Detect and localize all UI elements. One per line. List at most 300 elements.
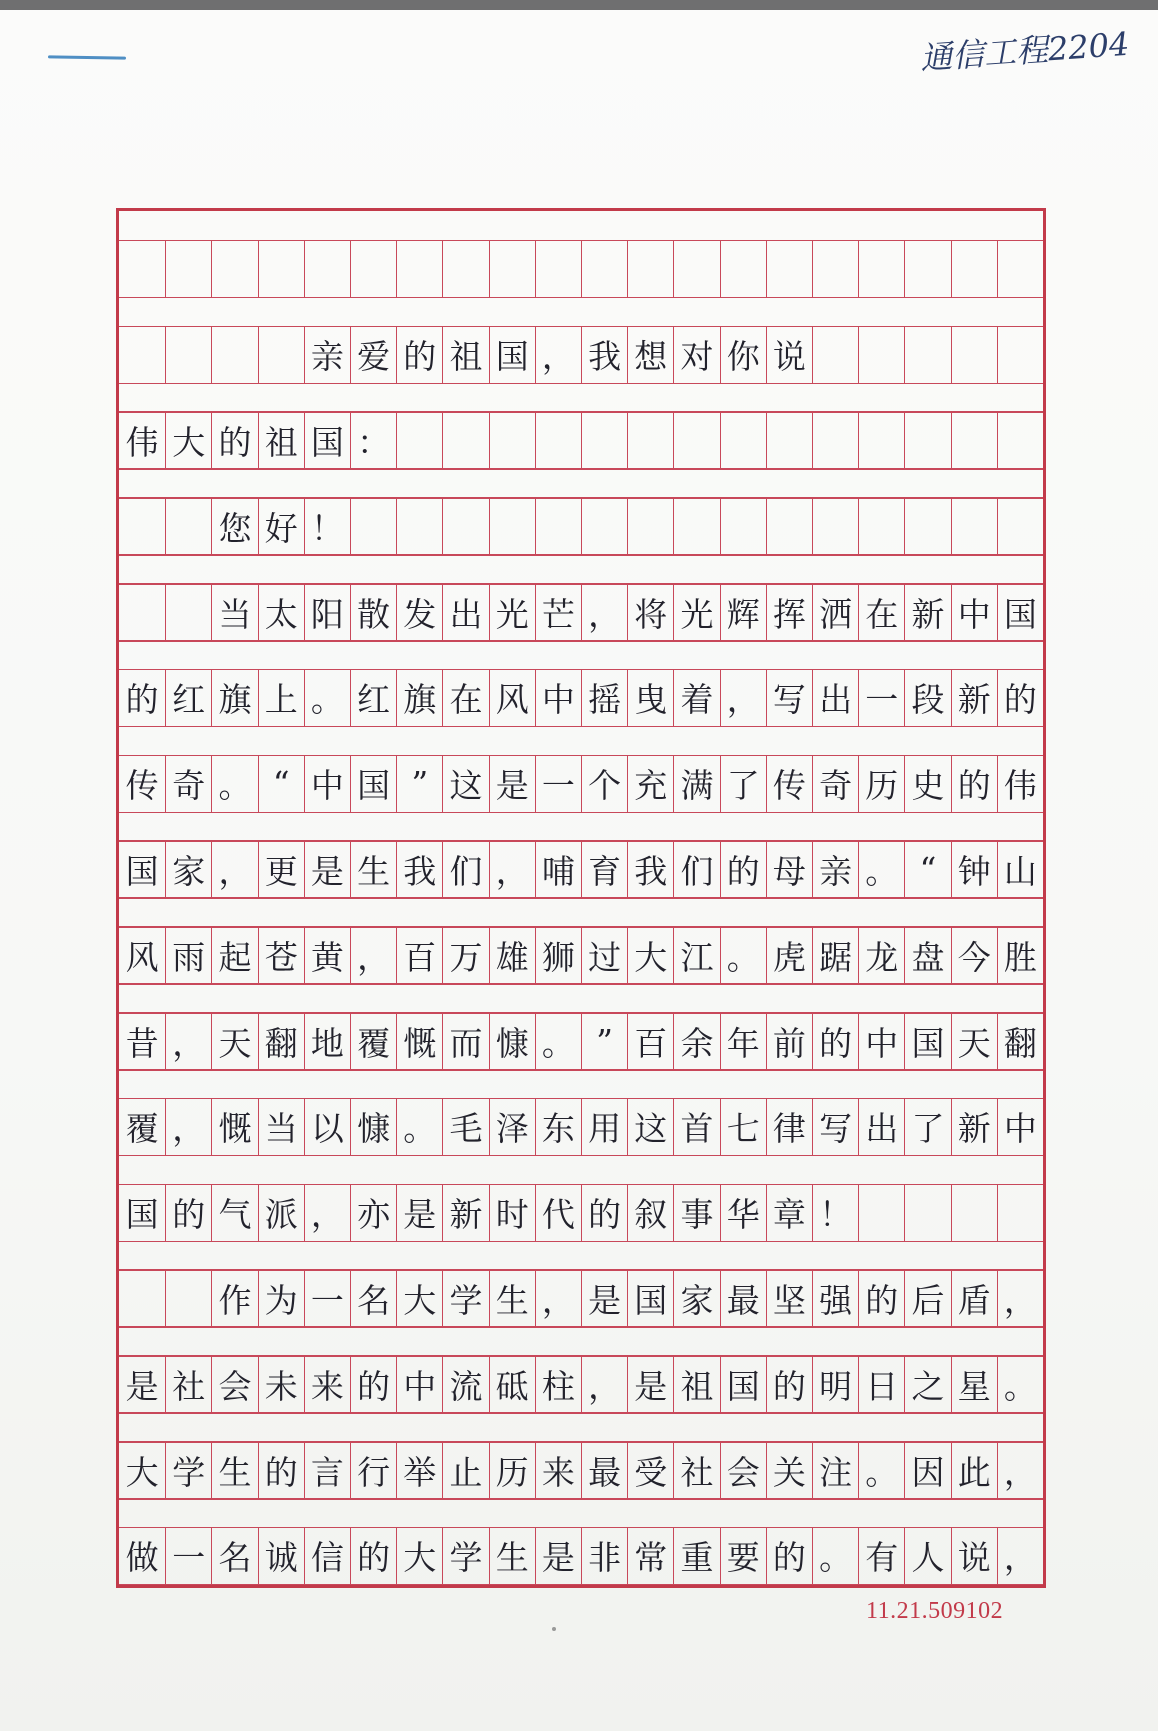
grid-cell: 学 (165, 1442, 211, 1498)
grid-cell: 后 (904, 1270, 950, 1326)
grid-cell: 盾 (951, 1270, 997, 1326)
grid-cell: 国 (489, 327, 535, 383)
grid-cell: 红 (350, 670, 396, 726)
grid-cell (997, 327, 1043, 383)
grid-line (119, 726, 1043, 728)
grid-cell: 作 (211, 1270, 257, 1326)
grid-cell (489, 498, 535, 554)
grid-cell: ， (581, 1356, 627, 1412)
grid-cell: 曳 (627, 670, 673, 726)
grid-cell: 国 (627, 1270, 673, 1326)
grid-cell (535, 498, 581, 554)
grid-cell: ， (720, 670, 766, 726)
grid-row (119, 841, 1043, 897)
grid-cell: 家 (165, 841, 211, 897)
grid-cell: 我 (581, 327, 627, 383)
grid-cell (489, 241, 535, 297)
grid-cell: 会 (211, 1356, 257, 1412)
grid-cell: 钟 (951, 841, 997, 897)
grid-cell: 历 (489, 1442, 535, 1498)
grid-cell: 覆 (125, 1109, 159, 1149)
grid-cell (766, 241, 812, 297)
grid-cell: 国 (997, 584, 1043, 640)
grid-cell (997, 498, 1043, 554)
grid-cell: 学 (442, 1270, 488, 1326)
grid-cell: 爱 (350, 327, 396, 383)
grid-cell: 地 (304, 1013, 350, 1069)
grid-cell: ， (535, 327, 581, 383)
composition-grid (116, 208, 1046, 1588)
grid-cell: ！ (812, 1185, 858, 1241)
grid-cell: 哺 (535, 841, 581, 897)
grid-cell: 慨 (396, 1013, 442, 1069)
grid-cell: 摇 (581, 670, 627, 726)
grid-cell: 踞 (812, 927, 858, 983)
grid-cell: 的 (812, 1013, 858, 1069)
grid-cell: 以 (304, 1099, 350, 1155)
grid-cell: 们 (673, 841, 719, 897)
grid-cell: 覆 (350, 1013, 396, 1069)
grid-line (119, 1155, 1043, 1157)
grid-cell: 祖 (442, 327, 488, 383)
grid-row (119, 1356, 1043, 1412)
grid-cell: 。 (997, 1356, 1043, 1412)
grid-cell: 社 (673, 1442, 719, 1498)
grid-cell: 流 (442, 1356, 488, 1412)
grid-cell: 生 (489, 1270, 535, 1326)
grid-cell: 了 (904, 1099, 950, 1155)
grid-cell (858, 1185, 904, 1241)
grid-cell (581, 498, 627, 554)
grid-line (119, 983, 1043, 985)
grid-cell: 时 (489, 1185, 535, 1241)
grid-cell: 这 (627, 1099, 673, 1155)
grid-cell: 星 (951, 1356, 997, 1412)
grid-cell: 大 (396, 1528, 442, 1584)
grid-line (119, 897, 1043, 899)
grid-cell (165, 241, 211, 297)
grid-cell (812, 412, 858, 468)
grid-cell: 派 (258, 1185, 304, 1241)
grid-cell: 。 (858, 1442, 904, 1498)
grid-cell: 毛 (442, 1099, 488, 1155)
grid-cell (858, 412, 904, 468)
grid-cell: 中 (396, 1356, 442, 1412)
grid-cell: 天 (211, 1013, 257, 1069)
grid-cell: 国 (125, 851, 159, 891)
grid-cell: 章 (766, 1185, 812, 1241)
grid-cell: 的 (720, 841, 766, 897)
grid-cell: 的 (211, 412, 257, 468)
grid-cell: 辉 (720, 584, 766, 640)
grid-cell: 旗 (211, 670, 257, 726)
grid-cell: 最 (720, 1270, 766, 1326)
grid-cell: 们 (442, 841, 488, 897)
grid-cell: 上 (258, 670, 304, 726)
grid-cell: 首 (673, 1099, 719, 1155)
grid-cell: 母 (766, 841, 812, 897)
grid-cell: 。 (396, 1099, 442, 1155)
grid-cell: 翻 (258, 1013, 304, 1069)
grid-cell (904, 327, 950, 383)
grid-cell: 砥 (489, 1356, 535, 1412)
grid-cell: 狮 (535, 927, 581, 983)
grid-cell (673, 498, 719, 554)
grid-cell: 太 (258, 584, 304, 640)
grid-cell: 风 (125, 937, 159, 977)
grid-cell: ， (165, 1099, 211, 1155)
grid-cell (489, 412, 535, 468)
grid-line (119, 297, 1043, 299)
grid-cell: 代 (535, 1185, 581, 1241)
grid-cell: ， (350, 927, 396, 983)
grid-cell: 七 (720, 1099, 766, 1155)
grid-cell: 段 (904, 670, 950, 726)
grid-cell: 。 (720, 927, 766, 983)
grid-cell: 想 (627, 327, 673, 383)
grid-cell: 新 (904, 584, 950, 640)
grid-cell: 今 (951, 927, 997, 983)
grid-cell: 关 (766, 1442, 812, 1498)
grid-cell: 虎 (766, 927, 812, 983)
grid-cell: 的 (951, 756, 997, 812)
grid-cell (904, 1185, 950, 1241)
grid-cell: 了 (720, 756, 766, 812)
grid-cell: 生 (489, 1528, 535, 1584)
grid-cell: ， (997, 1442, 1043, 1498)
grid-cell (673, 412, 719, 468)
grid-cell: 出 (858, 1099, 904, 1155)
grid-cell: 着 (673, 670, 719, 726)
grid-cell: 大 (125, 1452, 159, 1492)
grid-cell: 中 (304, 756, 350, 812)
grid-cell: 的 (997, 670, 1043, 726)
grid-cell: “ (904, 841, 950, 897)
grid-cell: 将 (627, 584, 673, 640)
grid-cell (766, 412, 812, 468)
grid-cell: 出 (812, 670, 858, 726)
grid-cell: 是 (304, 841, 350, 897)
grid-cell: 新 (951, 1099, 997, 1155)
grid-cell: 天 (951, 1013, 997, 1069)
grid-cell: 满 (673, 756, 719, 812)
grid-cell: 伟 (997, 756, 1043, 812)
grid-cell: 雨 (165, 927, 211, 983)
grid-cell: 祖 (673, 1356, 719, 1412)
grid-cell: 。 (858, 841, 904, 897)
grid-cell: 个 (581, 756, 627, 812)
grid-cell: 新 (951, 670, 997, 726)
grid-cell: 最 (581, 1442, 627, 1498)
grid-cell (119, 1270, 165, 1326)
grid-cell: 家 (673, 1270, 719, 1326)
grid-row (119, 1185, 1043, 1241)
grid-line (119, 640, 1043, 642)
grid-cell: 国 (304, 412, 350, 468)
grid-cell: 在 (858, 584, 904, 640)
grid-cell: ， (581, 584, 627, 640)
grid-cell: 国 (350, 756, 396, 812)
grid-cell: 万 (442, 927, 488, 983)
grid-cell: 我 (627, 841, 673, 897)
grid-cell (119, 498, 165, 554)
grid-cell: 国 (125, 1195, 159, 1235)
grid-cell: 伟 (125, 422, 159, 462)
grid-cell: 重 (673, 1528, 719, 1584)
grid-cell: 奇 (812, 756, 858, 812)
grid-cell: 更 (258, 841, 304, 897)
grid-cell (858, 327, 904, 383)
grid-cell: 生 (211, 1442, 257, 1498)
grid-cell (350, 498, 396, 554)
grid-cell: 在 (442, 670, 488, 726)
grid-cell: 当 (258, 1099, 304, 1155)
grid-line (119, 554, 1043, 556)
grid-row (119, 412, 1043, 468)
grid-line (119, 1584, 1043, 1586)
grid-cell: 说 (766, 327, 812, 383)
grid-cell: 阳 (304, 584, 350, 640)
grid-cell: 我 (396, 841, 442, 897)
grid-cell: 做 (125, 1538, 159, 1578)
grid-cell (350, 241, 396, 297)
grid-cell: 写 (766, 670, 812, 726)
grid-cell: 泽 (489, 1099, 535, 1155)
grid-cell: 的 (165, 1185, 211, 1241)
grid-cell: 光 (489, 584, 535, 640)
grid-cell: 国 (904, 1013, 950, 1069)
grid-cell: 常 (627, 1528, 673, 1584)
grid-cell (858, 241, 904, 297)
grid-cell: 过 (581, 927, 627, 983)
grid-cell (581, 241, 627, 297)
grid-cell: 学 (442, 1528, 488, 1584)
grid-cell: 的 (350, 1528, 396, 1584)
grid-cell: 翻 (997, 1013, 1043, 1069)
grid-cell: 奇 (165, 756, 211, 812)
grid-cell (258, 327, 304, 383)
grid-cell: 生 (350, 841, 396, 897)
grid-cell: 慷 (350, 1099, 396, 1155)
grid-cell (951, 412, 997, 468)
grid-cell: 气 (211, 1185, 257, 1241)
class-note-handwritten: 通信工程2204 (918, 24, 1131, 78)
grid-cell: 日 (858, 1356, 904, 1412)
grid-cell: 亲 (304, 327, 350, 383)
grid-cell: ！ (304, 498, 350, 554)
grid-cell: 大 (627, 927, 673, 983)
grid-cell: 的 (350, 1356, 396, 1412)
grid-cell: ” (396, 756, 442, 812)
grid-cell (997, 412, 1043, 468)
grid-cell: 名 (211, 1528, 257, 1584)
grid-cell (165, 584, 211, 640)
grid-cell: 此 (951, 1442, 997, 1498)
grid-cell (535, 412, 581, 468)
grid-cell: 华 (720, 1185, 766, 1241)
grid-cell: 是 (535, 1528, 581, 1584)
grid-line (119, 1069, 1043, 1071)
grid-cell: 红 (165, 670, 211, 726)
grid-cell (304, 241, 350, 297)
grid-cell (812, 498, 858, 554)
grid-cell: ， (304, 1185, 350, 1241)
grid-cell: 的 (125, 680, 159, 720)
grid-cell: ， (211, 841, 257, 897)
grid-cell: 社 (165, 1356, 211, 1412)
grid-cell: 非 (581, 1528, 627, 1584)
grid-cell: 来 (535, 1442, 581, 1498)
grid-cell: 新 (442, 1185, 488, 1241)
sheet-serial-number: 11.21.509102 (866, 1598, 1004, 1624)
grid-cell: 国 (720, 1356, 766, 1412)
grid-cell: 育 (581, 841, 627, 897)
grid-cell: 律 (766, 1099, 812, 1155)
grid-cell: “ (258, 756, 304, 812)
grid-line (119, 1498, 1043, 1500)
grid-cell: 人 (904, 1528, 950, 1584)
grid-row (119, 1442, 1043, 1498)
grid-cell: 中 (535, 670, 581, 726)
grid-cell: ： (350, 412, 396, 468)
grid-cell: 慷 (489, 1013, 535, 1069)
grid-cell: 来 (304, 1356, 350, 1412)
grid-cell: 一 (858, 670, 904, 726)
grid-cell: 用 (581, 1099, 627, 1155)
grid-row (119, 584, 1043, 640)
grid-row (119, 927, 1043, 983)
grid-cell: 雄 (489, 927, 535, 983)
grid-cell: 强 (812, 1270, 858, 1326)
grid-cell: 东 (535, 1099, 581, 1155)
grid-cell: 是 (489, 756, 535, 812)
grid-cell (951, 241, 997, 297)
grid-cell: 柱 (535, 1356, 581, 1412)
grid-cell: ， (489, 841, 535, 897)
grid-cell: 为 (258, 1270, 304, 1326)
grid-cell: 中 (997, 1099, 1043, 1155)
grid-row (119, 1528, 1043, 1584)
grid-cell (535, 241, 581, 297)
paper-top-edge (0, 0, 1158, 10)
grid-cell: 。 (535, 1013, 581, 1069)
grid-cell: 江 (673, 927, 719, 983)
grid-cell: 中 (951, 584, 997, 640)
grid-row (119, 241, 1043, 297)
grid-cell: 注 (812, 1442, 858, 1498)
grid-cell: 祖 (258, 412, 304, 468)
grid-cell (812, 327, 858, 383)
grid-cell: 对 (673, 327, 719, 383)
grid-cell (396, 498, 442, 554)
grid-cell: 止 (442, 1442, 488, 1498)
grid-cell: 这 (442, 756, 488, 812)
grid-cell: 言 (304, 1442, 350, 1498)
grid-cell: 余 (673, 1013, 719, 1069)
grid-cell: ， (535, 1270, 581, 1326)
grid-cell: 您 (211, 498, 257, 554)
grid-cell: 盘 (904, 927, 950, 983)
grid-cell: 会 (720, 1442, 766, 1498)
grid-cell (119, 584, 165, 640)
grid-cell: 的 (766, 1356, 812, 1412)
grid-cell: 是 (125, 1366, 159, 1406)
grid-cell: 未 (258, 1356, 304, 1412)
grid-cell: 风 (489, 670, 535, 726)
grid-cell: ” (581, 1013, 627, 1069)
grid-cell (951, 1185, 997, 1241)
grid-row (119, 327, 1043, 383)
grid-cell: 山 (997, 841, 1043, 897)
grid-cell: 说 (951, 1528, 997, 1584)
grid-cell: 之 (904, 1356, 950, 1412)
grid-cell: 坚 (766, 1270, 812, 1326)
grid-cell (119, 241, 165, 297)
grid-cell: 出 (442, 584, 488, 640)
grid-line (119, 1412, 1043, 1414)
grid-cell (211, 241, 257, 297)
grid-cell: 挥 (766, 584, 812, 640)
grid-cell (442, 498, 488, 554)
grid-cell (904, 498, 950, 554)
grid-cell: 的 (581, 1185, 627, 1241)
grid-cell: 有 (858, 1528, 904, 1584)
grid-cell (904, 241, 950, 297)
grid-cell: 举 (396, 1442, 442, 1498)
grid-cell (997, 1185, 1043, 1241)
grid-cell (211, 327, 257, 383)
grid-cell: 因 (904, 1442, 950, 1498)
grid-cell (720, 412, 766, 468)
grid-cell: 慨 (211, 1099, 257, 1155)
grid-cell (766, 498, 812, 554)
grid-cell: 亦 (350, 1185, 396, 1241)
margin-pen-mark (48, 55, 126, 59)
grid-cell: 传 (125, 766, 159, 806)
grid-cell (442, 241, 488, 297)
grid-cell: 的 (858, 1270, 904, 1326)
grid-cell: 。 (812, 1528, 858, 1584)
grid-cell: 叙 (627, 1185, 673, 1241)
paper-speck (552, 1627, 556, 1631)
grid-cell: 名 (350, 1270, 396, 1326)
grid-row (119, 498, 1043, 554)
grid-line (119, 1326, 1043, 1328)
grid-cell: 散 (350, 584, 396, 640)
grid-line (119, 1241, 1043, 1243)
grid-cell (951, 327, 997, 383)
grid-cell: 行 (350, 1442, 396, 1498)
grid-cell: 是 (581, 1270, 627, 1326)
grid-cell (396, 412, 442, 468)
grid-cell: 你 (720, 327, 766, 383)
grid-cell: 传 (766, 756, 812, 812)
grid-cell: 旗 (396, 670, 442, 726)
grid-cell: 一 (165, 1528, 211, 1584)
grid-cell (673, 241, 719, 297)
grid-cell (951, 498, 997, 554)
grid-cell: 大 (165, 412, 211, 468)
grid-cell: 发 (396, 584, 442, 640)
grid-cell (581, 412, 627, 468)
grid-cell: ， (165, 1013, 211, 1069)
grid-cell: 起 (211, 927, 257, 983)
grid-cell (904, 412, 950, 468)
grid-cell: 史 (904, 756, 950, 812)
grid-cell: 昔 (125, 1023, 159, 1063)
grid-cell: 大 (396, 1270, 442, 1326)
grid-cell: 诚 (258, 1528, 304, 1584)
